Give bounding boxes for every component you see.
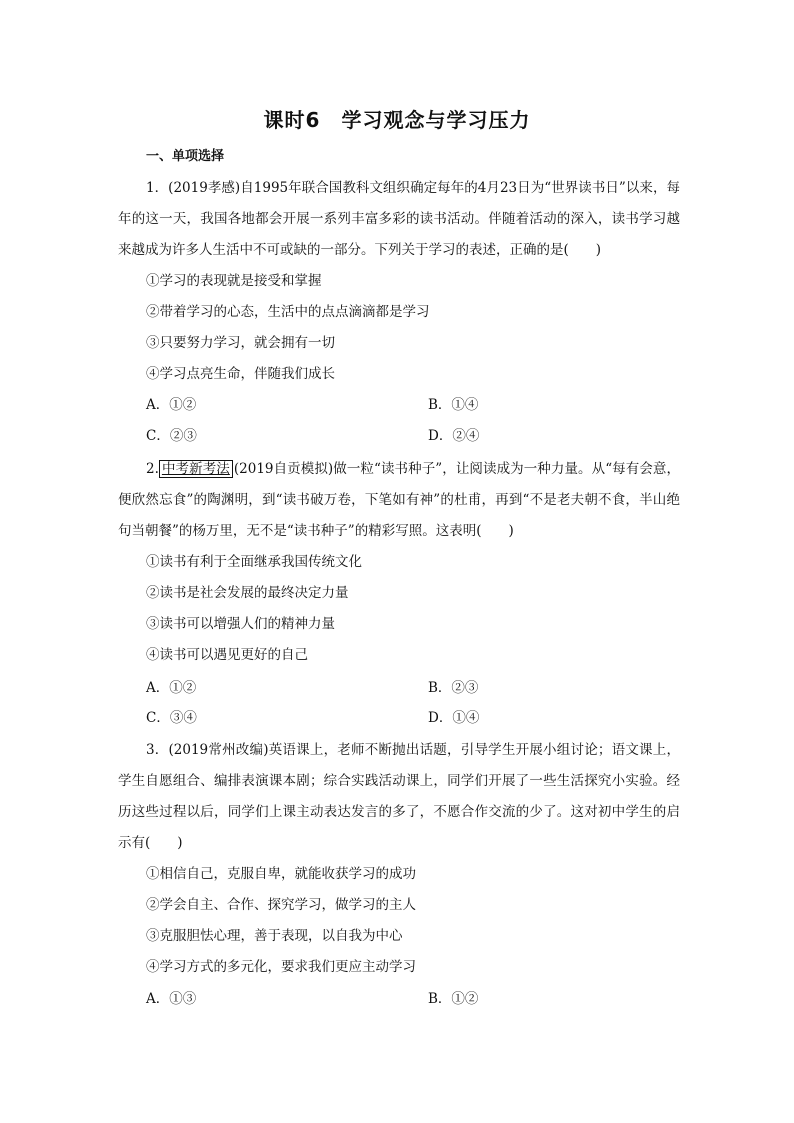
q3-statement-3: ③克服胆怯心理，善于表现，以自我为中心	[146, 928, 403, 944]
question-1-stem: 1．(2019孝感)自1995年联合国教科文组织确定每年的4月23日为“世界读书日”以来，每年的这一天，我国各地都会开展一系列丰富多彩的读书活动。伴随着活动的深入，读书学习越来越成为许多人生活中不可或缺的一部分。下列关于学习的表述，正确的是( )	[118, 180, 680, 258]
q3-statement-2: ②学会自主、合作、探究学习，做学习的主人	[146, 897, 416, 913]
q2-statement-2: ②读书是社会发展的最终决定力量	[146, 585, 349, 601]
q2-statement-3: ③读书可以增强人们的精神力量	[146, 616, 335, 632]
section-heading: 一、单项选择	[146, 149, 225, 164]
q3-statement-4: ④学习方式的多元化，要求我们更应主动学习	[146, 959, 416, 975]
q2-tag: 中考新考法	[159, 460, 233, 478]
page-title: 课时6 学习观念与学习压力	[263, 108, 531, 132]
q2-text: (2019自贡模拟)做一粒“读书种子”，让阅读成为一种力量。从“每有会意，便欣然忘食”的陶渊明，到“读书破万卷，下笔如有神”的杜甫，再到“不是老夫朝不食，半山绝句当朝餐”的杨万里，无不是“读书种子”的精彩写照。这表明( )	[118, 461, 680, 539]
q3-option-a: A．①③	[146, 991, 197, 1007]
q3-statement-1: ①相信自己，克服自卑，就能收获学习的成功	[146, 866, 416, 882]
question-3-stem: 3．(2019常州改编)英语课上，老师不断抛出话题，引导学生开展小组讨论；语文课上，学生自愿组合、编排表演课本剧；综合实践活动课上，同学们开展了一些生活探究小实验。经历这些过程以后，同学们上课主动表达发言的多了，不愿合作交流的少了。这对初中学生的启示有( )	[118, 742, 680, 851]
q3-option-b: B．①②	[428, 991, 479, 1007]
q2-option-d: D．①④	[428, 710, 480, 726]
q1-statement-2: ②带着学习的心态，生活中的点点滴滴都是学习	[146, 304, 430, 320]
q1-option-a: A．①②	[146, 397, 197, 413]
question-2-stem	[118, 454, 680, 547]
q2-option-c: C．③④	[146, 710, 197, 726]
q2-option-a: A．①②	[146, 680, 197, 696]
q1-statement-1: ①学习的表现就是接受和掌握	[146, 273, 322, 289]
q1-option-c: C．②③	[146, 428, 197, 444]
q1-option-d: D．②④	[428, 428, 480, 444]
q2-statement-4: ④读书可以遇见更好的自己	[146, 647, 308, 663]
q1-statement-3: ③只要努力学习，就会拥有一切	[146, 335, 335, 351]
q1-option-b: B．①④	[428, 397, 479, 413]
q2-statement-1: ①读书有利于全面继承我国传统文化	[146, 554, 362, 570]
q1-statement-4: ④学习点亮生命，伴随我们成长	[146, 366, 335, 382]
q2-number: 2.	[146, 461, 159, 477]
q2-option-b: B．②③	[428, 680, 479, 696]
